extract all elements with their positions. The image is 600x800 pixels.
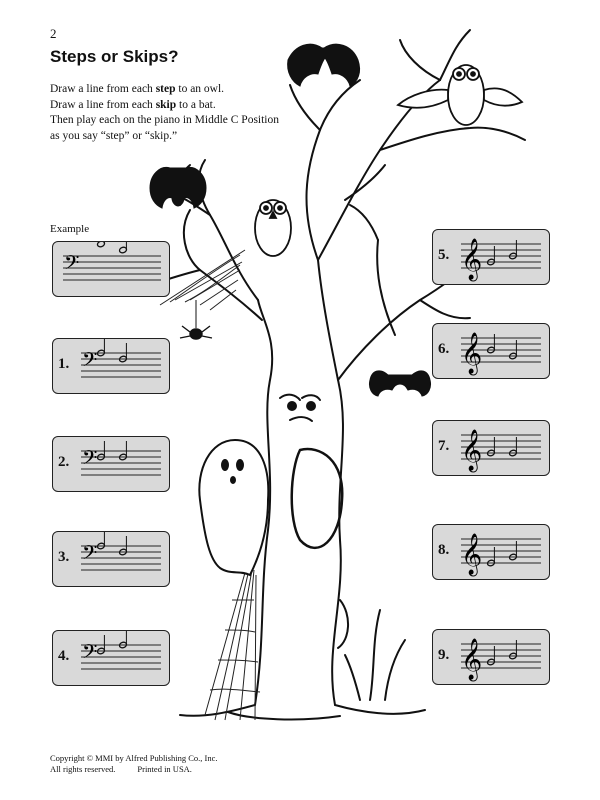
staff [433, 421, 551, 477]
footer [50, 753, 218, 775]
bat-icon [369, 371, 430, 396]
treble-clef-icon: 𝄞 [461, 430, 483, 471]
staff [433, 525, 551, 581]
bass-clef-icon: 𝄢 [82, 640, 98, 668]
exercise-number: 9. [438, 647, 450, 663]
exercise-card-6 [432, 323, 550, 379]
exercise-card-2 [52, 436, 170, 492]
exercise-card-7 [432, 420, 550, 476]
exercise-number: 8. [438, 542, 450, 558]
owl-icon [255, 200, 291, 256]
staff [53, 242, 171, 298]
staff [53, 532, 171, 588]
bass-clef-icon: 𝄢 [82, 446, 98, 474]
staff [433, 324, 551, 380]
staff [53, 437, 171, 493]
rights-line: All rights reserved. Printed in USA. [50, 764, 192, 774]
instruction-line-3: Then play each on the piano in Middle C Position [50, 114, 280, 126]
exercise-number: 2. [58, 454, 70, 470]
exercise-number: 4. [58, 648, 70, 664]
staff [53, 339, 171, 395]
staff [53, 631, 171, 687]
staff [433, 230, 551, 286]
example-label: Example [50, 223, 90, 235]
exercise-number: 3. [58, 549, 70, 565]
staff [433, 630, 551, 686]
bass-clef-icon: 𝄢 [82, 348, 98, 376]
page-number: 2 [50, 26, 57, 41]
bat-icon [288, 44, 360, 86]
copyright-text: Copyright © MMI by Alfred Publishing Co., Inc. [50, 753, 218, 763]
exercise-number: 1. [58, 356, 70, 372]
treble-clef-icon: 𝄞 [461, 534, 483, 575]
exercise-card-3 [52, 531, 170, 587]
exercise-number: 5. [438, 247, 450, 263]
exercise-card-8 [432, 524, 550, 580]
bat-icon [150, 167, 206, 208]
bass-clef-icon: 𝄢 [64, 251, 80, 279]
treble-clef-icon: 𝄞 [461, 333, 483, 374]
treble-clef-icon: 𝄞 [461, 239, 483, 280]
page-title: Steps or Skips? [50, 47, 179, 66]
treble-clef-icon: 𝄞 [461, 639, 483, 680]
example-card [52, 241, 170, 297]
instruction-line-4: as you say “step” or “skip.” [50, 129, 178, 142]
exercise-number: 7. [438, 438, 450, 454]
exercise-number: 6. [438, 341, 450, 357]
instruction-line-2: Draw a line from each skip to a bat. [50, 98, 216, 111]
ghost-icon [199, 440, 268, 575]
exercise-card-9 [432, 629, 550, 685]
exercise-card-5 [432, 229, 550, 285]
exercise-card-1 [52, 338, 170, 394]
instruction-line-1: Draw a line from each step to an owl. [50, 83, 225, 95]
exercise-card-4 [52, 630, 170, 686]
bass-clef-icon: 𝄢 [82, 541, 98, 569]
owl-icon [398, 65, 522, 125]
